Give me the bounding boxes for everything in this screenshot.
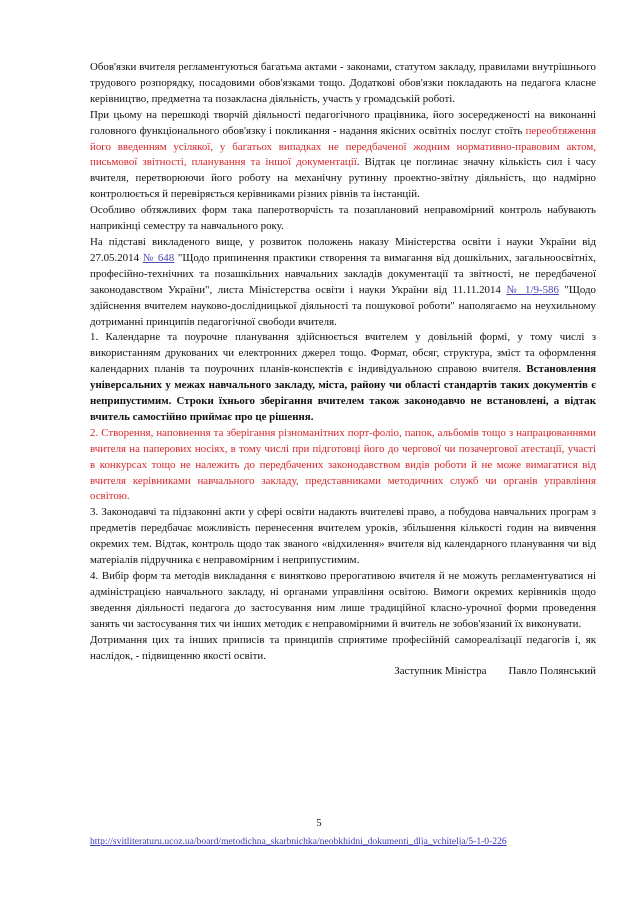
letter-body bbox=[90, 60, 596, 680]
bold-text: Встановлення універсальних у межах навчального закладу, міста, району чи області стандартів таких документів є неприпустимим. Строки їхнього зберігання вчителем також законодавчо не встановлені, а відтак вчитель самостійно приймає про це рішення. bbox=[90, 363, 596, 423]
paragraph-point-1 bbox=[90, 330, 596, 425]
signature-position: Заступник Міністра bbox=[394, 665, 487, 678]
source-url-link[interactable]: http://svitliteraturu.ucoz.ua/board/metodichna_skarbnichka/neobkhidni_dokumenti_dlja_vchitelja/5-1-0-226 bbox=[90, 836, 507, 847]
page-number: 5 bbox=[316, 818, 322, 829]
order-648-link[interactable]: № 648 bbox=[142, 251, 175, 264]
paragraph-point-2: 2. Створення, наповнення та зберігання різноманітних порт-фоліо, папок, альбомів тощо з напрацюваннями вчителя на паперових носіях, в тому числі при підготовці його до чергової чи позачергової атестації, участі в конкурсах тощо не належить до передбачених законодавством видів роботи й не може вимагатися від вчителя керівниками навчального закладу, представниками методичних служб чи органів управління освітою. bbox=[90, 426, 596, 503]
paragraph-conclusion: Дотримання цих та інших приписів та принципів сприятиме професійній самореалізації педагогів і, як наслідок, - підвищенню якості освіти. bbox=[90, 633, 596, 662]
paragraph-obstacles bbox=[90, 108, 596, 203]
paragraph-text: На підставі викладеного вище, у розвиток положень наказу Міністерства освіти і науки України від 27.05.2014 bbox=[90, 235, 596, 264]
paragraph-text: . Відтак це поглинає значну кількість сил і часу вчителя, перетворюючи його роботу на механічну рутинну проектно-звітну діяльність, що надмірно контролюється й перевіряється керівниками різних рівнів та інстанцій. bbox=[90, 156, 596, 201]
paragraph-text: 1. Календарне та поурочне планування здійснюється вчителем у довільній формі, у тому числі з використанням друкованих чи електронних джерел тощо. Формат, обсяг, структура, зміст та оформлення календарних планів та поурочних планів-конспектів є індивідуальною справою вчителя. bbox=[90, 331, 596, 376]
highlighted-text: переобтяження його введенням усілякої, у багатьох випадках не передбаченої жодним нормативно-правовим актом, письмової звітності, планування та іншої документації bbox=[90, 124, 596, 169]
signature-line bbox=[90, 664, 596, 680]
paragraph-text: "Щодо припинення практики створення та вимагання від дошкільних, загальноосвітніх, професійно-технічних та позашкільних навчальних закладів документації та звітності, не передбаченої законодавством України", листа Міністерства освіти і науки України від 11.11.2014 bbox=[90, 251, 596, 296]
paragraph-basis bbox=[90, 235, 596, 330]
signature-name: Павло Полянський bbox=[508, 665, 596, 678]
paragraph-point-3: 3. Законодавчі та підзаконні акти у сфері освіти надають вчителеві право, а побудова навчальних програм з предметів передбачає можливість перенесення вчителем уроків, збільшення кількості годин на вивчення окремих тем. Відтак, контроль щодо так званого «відхилення» вчителя від календарного планування чи від матеріалів підручника є неправомірним і неприпустимим. bbox=[90, 506, 596, 567]
paragraph-text: "Щодо здійснення вчителем науково-дослідницької діяльності та пошукової роботи" наполягаємо на неухильному дотриманні принципів педагогічної свободи вчителя. bbox=[90, 283, 596, 328]
paragraph-text: При цьому на перешкоді творчій діяльності педагогічного працівника, його зосередженості на виконанні головного функціонального обов'язку і покликання - надання якісних освітніх послуг стоїть bbox=[90, 108, 596, 137]
paragraph-burden: Особливо обтяжливих форм така паперотворчість та позаплановий неправомірний контроль набувають наприкінці семестру та навчального року. bbox=[90, 204, 596, 233]
letter-1-9-586-link[interactable]: № 1/9-586 bbox=[506, 283, 559, 296]
paragraph-obligations: Обов'язки вчителя регламентуються багатьма актами - законами, статутом закладу, правилами внутрішнього трудового розпорядку, посадовими обов'язками тощо. Додаткові обов'язки покладають на педагога класне керівництво, предметна та позакласна діяльність, участь у громадській роботі. bbox=[90, 61, 596, 105]
paragraph-point-4: 4. Вибір форм та методів викладання є винятково прерогативою вчителя й не можуть регламентуватися ні адміністрацією навчального закладу, ні органами управління освітою. Вимоги окремих керівників щодо зведення діяльності педагога до застосування ним лише традиційної класно-урочної форми проведення занять чи застосування тих чи інших методик є неправомірними й вчитель не зобов'язаний їх виконувати. bbox=[90, 570, 596, 630]
